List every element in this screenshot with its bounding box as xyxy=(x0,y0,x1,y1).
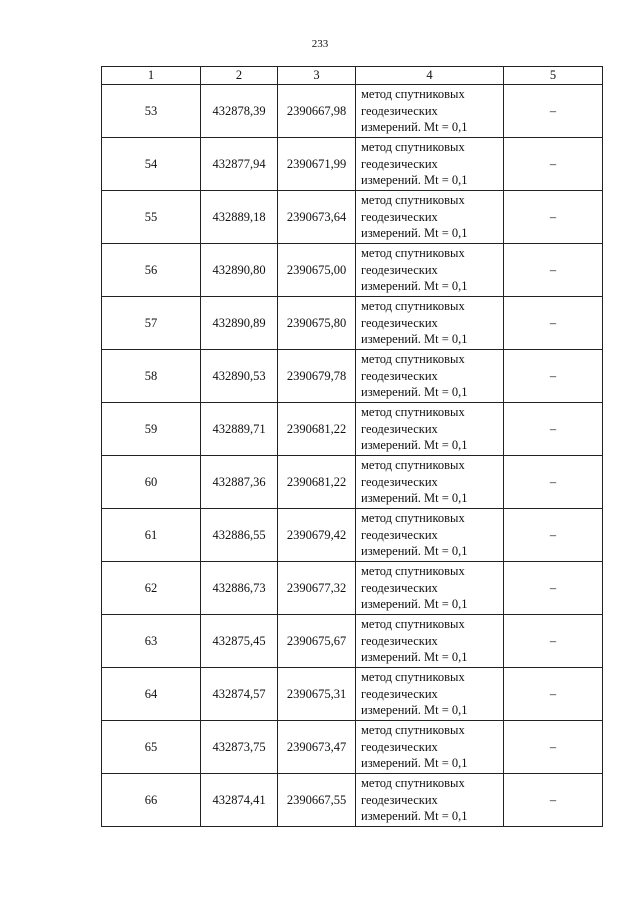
note-cell: – xyxy=(504,191,603,244)
method-text-line: метод спутниковых xyxy=(361,458,465,473)
method-text-line: геодезических xyxy=(361,527,438,542)
method-cell xyxy=(356,615,504,668)
method-text-line: измерений. Mt = 0,1 xyxy=(361,226,468,241)
y-coordinate-cell: 2390667,55 xyxy=(278,774,356,827)
table-row xyxy=(102,668,603,721)
note-cell: – xyxy=(504,244,603,297)
table-row xyxy=(102,721,603,774)
x-coordinate-cell: 432889,18 xyxy=(201,191,278,244)
method-text-line: геодезических xyxy=(361,103,438,118)
method-text-line: метод спутниковых xyxy=(361,564,465,579)
method-text-line: измерений. Mt = 0,1 xyxy=(361,544,468,559)
table-row xyxy=(102,85,603,138)
y-coordinate-cell: 2390679,78 xyxy=(278,350,356,403)
method-text-line: метод спутниковых xyxy=(361,246,465,261)
note-cell: – xyxy=(504,721,603,774)
x-coordinate-cell: 432877,94 xyxy=(201,138,278,191)
table-row xyxy=(102,562,603,615)
table-row xyxy=(102,509,603,562)
y-coordinate-cell: 2390679,42 xyxy=(278,509,356,562)
header-col-1: 1 xyxy=(102,67,201,85)
point-number-cell: 58 xyxy=(102,350,201,403)
y-coordinate-cell: 2390681,22 xyxy=(278,456,356,509)
method-text-line: геодезических xyxy=(361,474,438,489)
method-text-line: метод спутниковых xyxy=(361,723,465,738)
table-row xyxy=(102,191,603,244)
method-text-line: метод спутниковых xyxy=(361,299,465,314)
header-row xyxy=(102,67,603,85)
method-text-line: метод спутниковых xyxy=(361,140,465,155)
method-cell xyxy=(356,403,504,456)
method-text-line: геодезических xyxy=(361,262,438,277)
y-coordinate-cell: 2390675,80 xyxy=(278,297,356,350)
method-text-line: измерений. Mt = 0,1 xyxy=(361,279,468,294)
table-row xyxy=(102,774,603,827)
method-text-line: метод спутниковых xyxy=(361,405,465,420)
x-coordinate-cell: 432889,71 xyxy=(201,403,278,456)
header-col-2: 2 xyxy=(201,67,278,85)
table-row xyxy=(102,244,603,297)
method-cell xyxy=(356,721,504,774)
point-number-cell: 56 xyxy=(102,244,201,297)
point-number-cell: 65 xyxy=(102,721,201,774)
point-number-cell: 66 xyxy=(102,774,201,827)
note-cell: – xyxy=(504,668,603,721)
method-text-line: измерений. Mt = 0,1 xyxy=(361,385,468,400)
method-cell xyxy=(356,191,504,244)
header-col-5: 5 xyxy=(504,67,603,85)
method-text-line: измерений. Mt = 0,1 xyxy=(361,809,468,824)
method-text-line: метод спутниковых xyxy=(361,617,465,632)
header-col-4: 4 xyxy=(356,67,504,85)
x-coordinate-cell: 432878,39 xyxy=(201,85,278,138)
x-coordinate-cell: 432886,55 xyxy=(201,509,278,562)
note-cell: – xyxy=(504,774,603,827)
method-text-line: метод спутниковых xyxy=(361,511,465,526)
note-cell: – xyxy=(504,562,603,615)
method-cell xyxy=(356,509,504,562)
method-text-line: измерений. Mt = 0,1 xyxy=(361,650,468,665)
x-coordinate-cell: 432873,75 xyxy=(201,721,278,774)
method-cell xyxy=(356,668,504,721)
table-header xyxy=(102,67,603,85)
method-text-line: геодезических xyxy=(361,209,438,224)
method-cell xyxy=(356,297,504,350)
x-coordinate-cell: 432890,80 xyxy=(201,244,278,297)
y-coordinate-cell: 2390677,32 xyxy=(278,562,356,615)
method-text-line: метод спутниковых xyxy=(361,87,465,102)
table-row xyxy=(102,456,603,509)
method-cell xyxy=(356,138,504,191)
x-coordinate-cell: 432874,57 xyxy=(201,668,278,721)
method-text-line: геодезических xyxy=(361,368,438,383)
method-text-line: геодезических xyxy=(361,633,438,648)
note-cell: – xyxy=(504,456,603,509)
point-number-cell: 55 xyxy=(102,191,201,244)
y-coordinate-cell: 2390675,00 xyxy=(278,244,356,297)
x-coordinate-cell: 432875,45 xyxy=(201,615,278,668)
point-number-cell: 64 xyxy=(102,668,201,721)
table-row xyxy=(102,615,603,668)
method-text-line: геодезических xyxy=(361,315,438,330)
table-row xyxy=(102,403,603,456)
table-row xyxy=(102,350,603,403)
table-row xyxy=(102,138,603,191)
method-cell xyxy=(356,244,504,297)
point-number-cell: 57 xyxy=(102,297,201,350)
method-text-line: измерений. Mt = 0,1 xyxy=(361,491,468,506)
note-cell: – xyxy=(504,403,603,456)
y-coordinate-cell: 2390675,67 xyxy=(278,615,356,668)
x-coordinate-cell: 432886,73 xyxy=(201,562,278,615)
method-text-line: измерений. Mt = 0,1 xyxy=(361,173,468,188)
method-text-line: метод спутниковых xyxy=(361,776,465,791)
table-body xyxy=(102,85,603,827)
method-text-line: метод спутниковых xyxy=(361,193,465,208)
method-cell xyxy=(356,350,504,403)
note-cell: – xyxy=(504,350,603,403)
point-number-cell: 59 xyxy=(102,403,201,456)
note-cell: – xyxy=(504,138,603,191)
x-coordinate-cell: 432890,53 xyxy=(201,350,278,403)
method-text-line: измерений. Mt = 0,1 xyxy=(361,597,468,612)
x-coordinate-cell: 432887,36 xyxy=(201,456,278,509)
x-coordinate-cell: 432874,41 xyxy=(201,774,278,827)
method-cell xyxy=(356,562,504,615)
point-number-cell: 60 xyxy=(102,456,201,509)
method-text-line: измерений. Mt = 0,1 xyxy=(361,703,468,718)
y-coordinate-cell: 2390675,31 xyxy=(278,668,356,721)
method-cell xyxy=(356,85,504,138)
method-text-line: геодезических xyxy=(361,686,438,701)
note-cell: – xyxy=(504,615,603,668)
method-text-line: измерений. Mt = 0,1 xyxy=(361,332,468,347)
header-col-3: 3 xyxy=(278,67,356,85)
coordinates-table xyxy=(101,66,603,827)
method-text-line: измерений. Mt = 0,1 xyxy=(361,756,468,771)
point-number-cell: 62 xyxy=(102,562,201,615)
page-number: 233 xyxy=(311,38,329,50)
method-cell xyxy=(356,774,504,827)
point-number-cell: 61 xyxy=(102,509,201,562)
x-coordinate-cell: 432890,89 xyxy=(201,297,278,350)
note-cell: – xyxy=(504,85,603,138)
method-text-line: метод спутниковых xyxy=(361,670,465,685)
table-row xyxy=(102,297,603,350)
method-text-line: геодезических xyxy=(361,156,438,171)
note-cell: – xyxy=(504,509,603,562)
method-text-line: измерений. Mt = 0,1 xyxy=(361,120,468,135)
y-coordinate-cell: 2390673,64 xyxy=(278,191,356,244)
method-text-line: геодезических xyxy=(361,580,438,595)
method-text-line: геодезических xyxy=(361,421,438,436)
method-text-line: измерений. Mt = 0,1 xyxy=(361,438,468,453)
method-cell xyxy=(356,456,504,509)
y-coordinate-cell: 2390681,22 xyxy=(278,403,356,456)
point-number-cell: 54 xyxy=(102,138,201,191)
point-number-cell: 63 xyxy=(102,615,201,668)
y-coordinate-cell: 2390673,47 xyxy=(278,721,356,774)
method-text-line: геодезических xyxy=(361,739,438,754)
method-text-line: геодезических xyxy=(361,792,438,807)
y-coordinate-cell: 2390667,98 xyxy=(278,85,356,138)
point-number-cell: 53 xyxy=(102,85,201,138)
method-text-line: метод спутниковых xyxy=(361,352,465,367)
note-cell: – xyxy=(504,297,603,350)
y-coordinate-cell: 2390671,99 xyxy=(278,138,356,191)
